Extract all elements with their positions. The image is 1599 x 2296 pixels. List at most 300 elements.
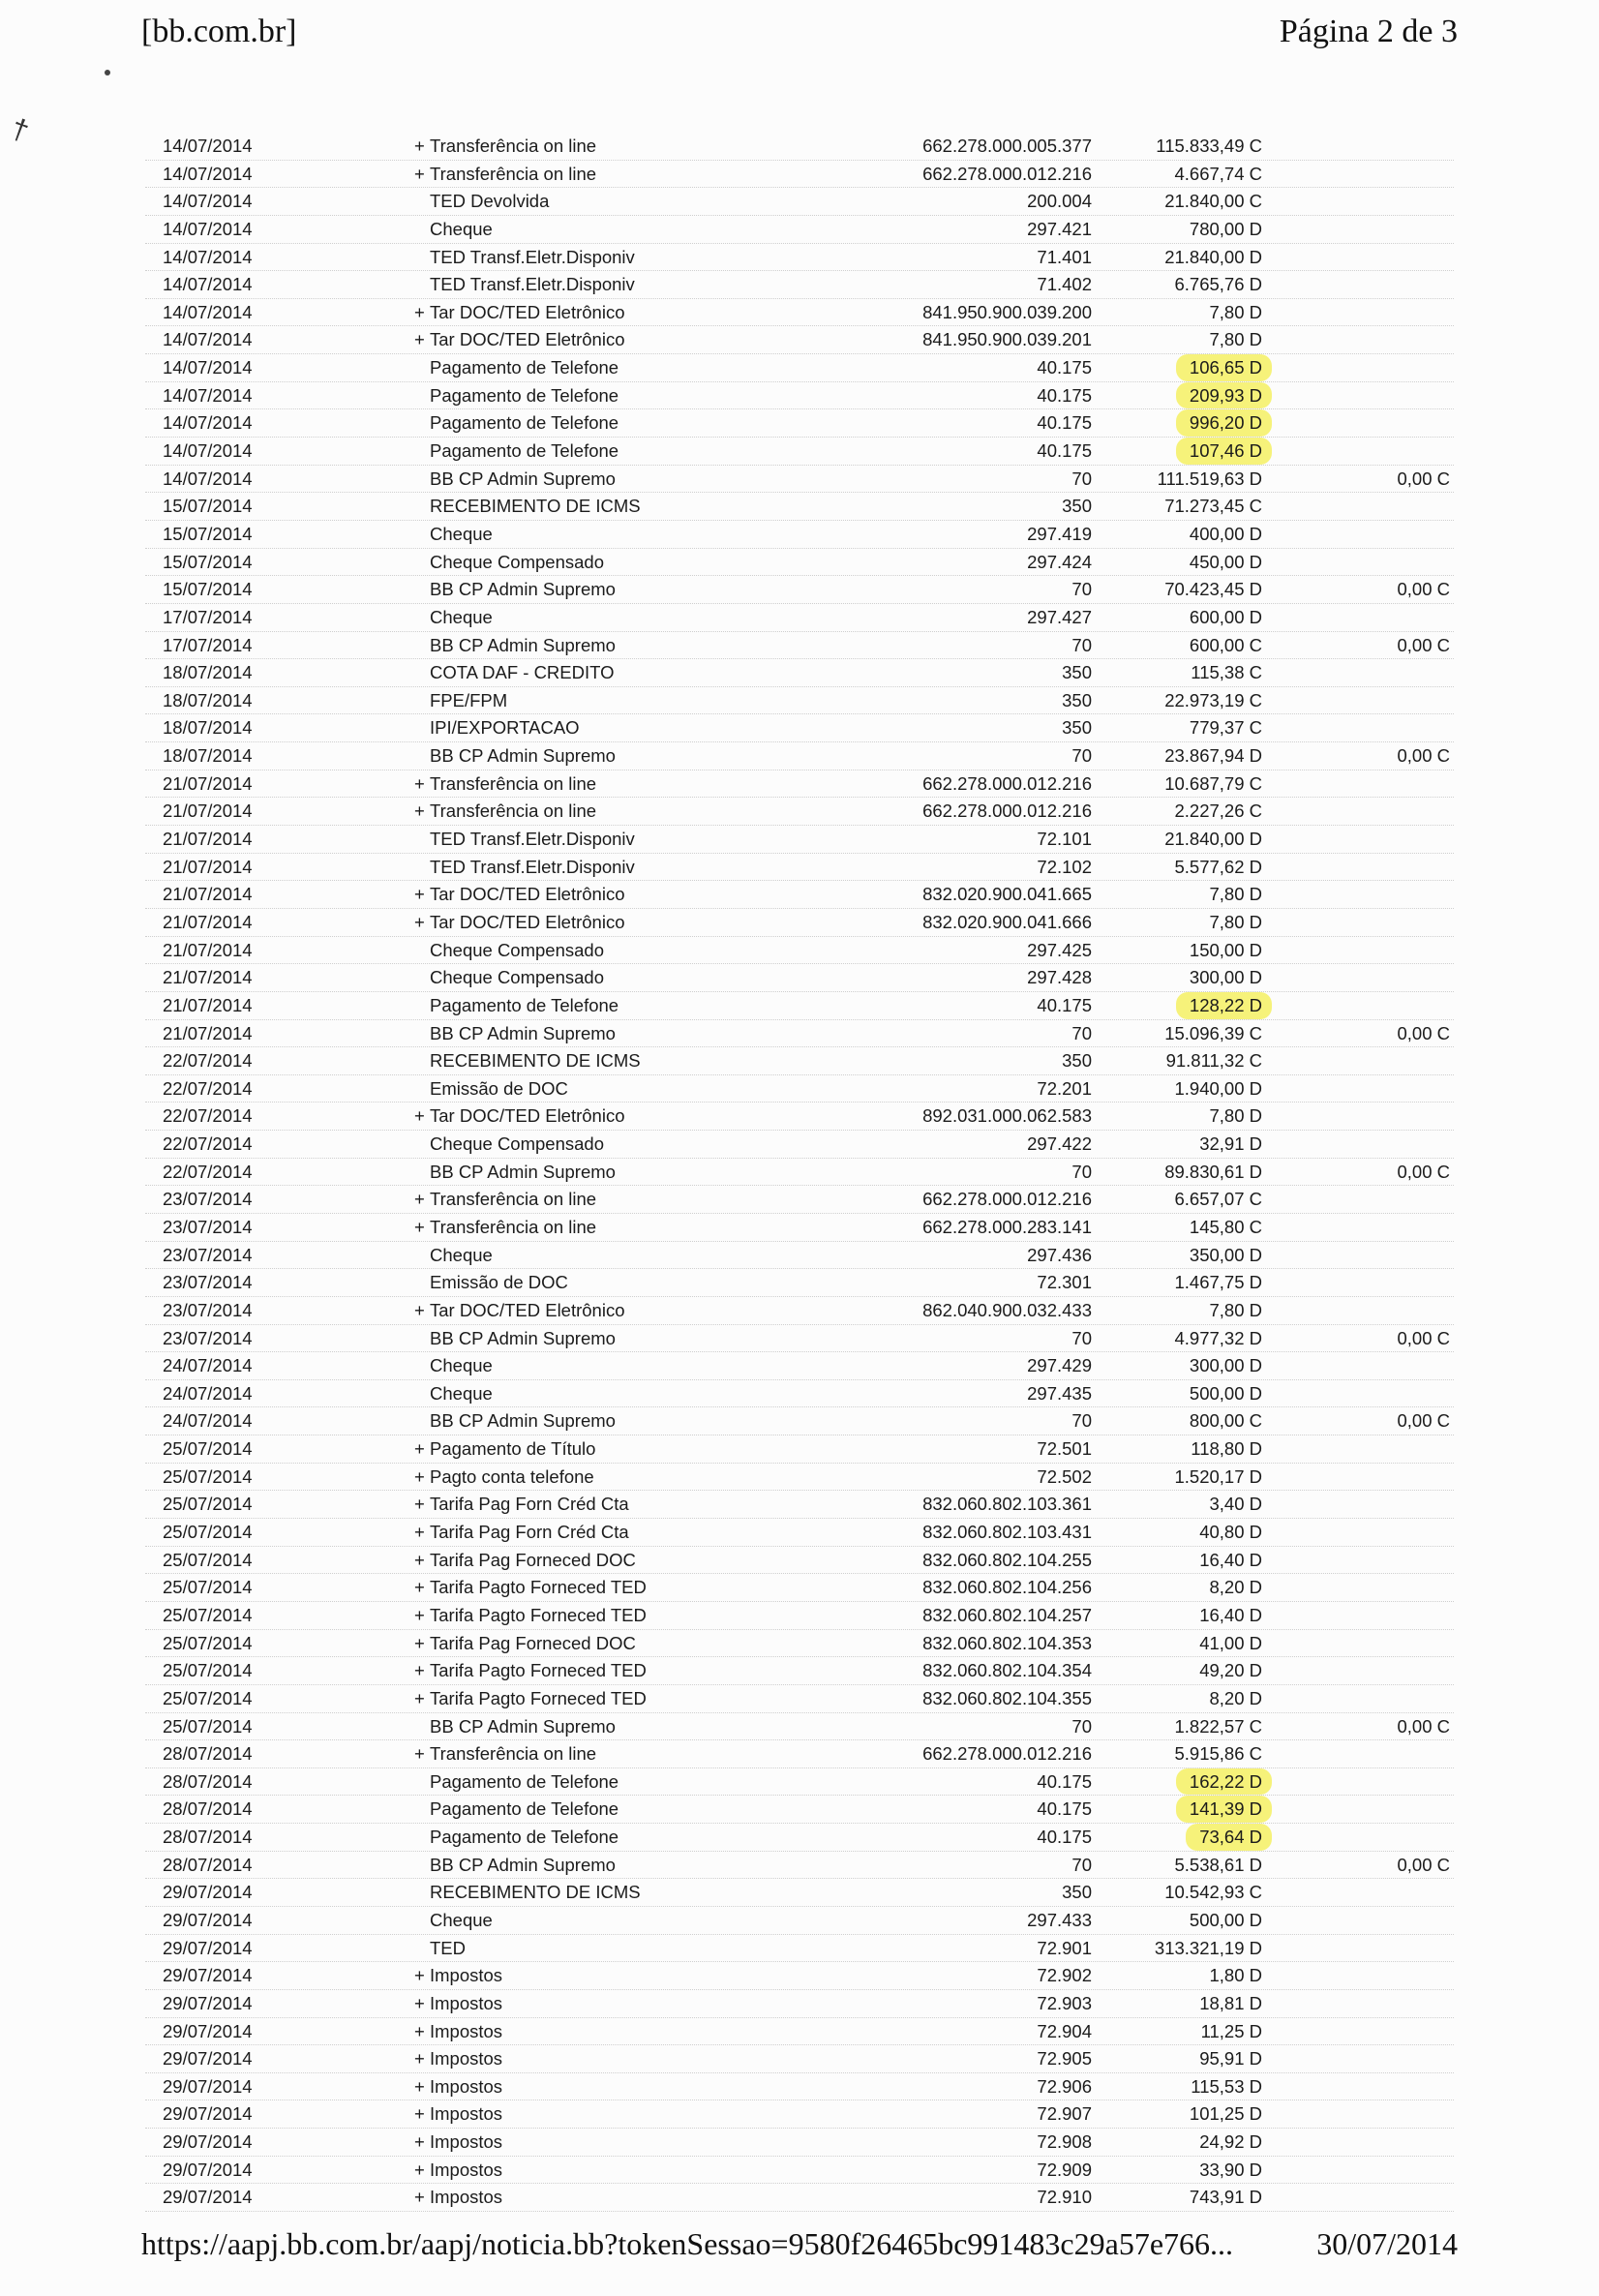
row-balance: 0,00 C bbox=[1397, 745, 1450, 767]
row-description: Transferência on line bbox=[430, 136, 597, 156]
row-date: 14/07/2014 bbox=[163, 384, 253, 406]
row-date: 21/07/2014 bbox=[163, 994, 253, 1015]
row-amount: 23.867,94 D bbox=[1164, 745, 1262, 767]
row-amount: 16,40 D bbox=[1199, 1604, 1262, 1625]
row-description: Tarifa Pag Forneced DOC bbox=[430, 1549, 636, 1570]
row-document-number: 70 bbox=[1071, 579, 1092, 600]
table-row bbox=[145, 604, 1454, 632]
row-date: 14/07/2014 bbox=[163, 274, 253, 295]
row-document-number: 72.910 bbox=[1037, 2187, 1092, 2208]
row-description: BB CP Admin Supremo bbox=[430, 1022, 616, 1043]
row-amount: 115.833,49 C bbox=[1156, 136, 1262, 156]
row-amount: 115,38 C bbox=[1191, 662, 1262, 683]
row-date: 23/07/2014 bbox=[163, 1299, 253, 1320]
row-description: Tarifa Pagto Forneced TED bbox=[430, 1687, 647, 1708]
row-document-number: 297.419 bbox=[1027, 523, 1092, 544]
row-document-number: 72.301 bbox=[1037, 1272, 1092, 1293]
row-amount: 6.765,76 D bbox=[1174, 274, 1262, 295]
table-row bbox=[145, 798, 1454, 826]
page-number: Página 2 de 3 bbox=[1279, 14, 1458, 49]
row-amount: 8,20 D bbox=[1209, 1577, 1262, 1598]
row-amount: 33,90 D bbox=[1199, 2159, 1262, 2180]
row-description: Transferência on line bbox=[430, 1743, 597, 1765]
row-plus-marker: + bbox=[414, 1687, 425, 1708]
row-balance: 0,00 C bbox=[1397, 634, 1450, 655]
row-date: 25/07/2014 bbox=[163, 1715, 253, 1737]
row-amount: 779,37 C bbox=[1189, 717, 1262, 739]
table-row bbox=[145, 1269, 1454, 1297]
table-row bbox=[145, 1574, 1454, 1602]
row-document-number: 40.175 bbox=[1037, 1770, 1092, 1792]
row-date: 28/07/2014 bbox=[163, 1770, 253, 1792]
row-date: 25/07/2014 bbox=[163, 1577, 253, 1598]
row-document-number: 350 bbox=[1062, 1882, 1092, 1903]
row-date: 22/07/2014 bbox=[163, 1161, 253, 1182]
row-plus-marker: + bbox=[414, 1549, 425, 1570]
row-document-number: 841.950.900.039.200 bbox=[922, 301, 1092, 322]
row-document-number: 350 bbox=[1062, 496, 1092, 517]
row-document-number: 72.501 bbox=[1037, 1438, 1092, 1460]
row-description: Cheque Compensado bbox=[430, 551, 604, 572]
row-document-number: 350 bbox=[1062, 662, 1092, 683]
row-amount: 141,39 D bbox=[1176, 1796, 1272, 1823]
row-date: 22/07/2014 bbox=[163, 1050, 253, 1072]
table-row bbox=[145, 2157, 1454, 2185]
row-date: 21/07/2014 bbox=[163, 772, 253, 794]
row-description: BB CP Admin Supremo bbox=[430, 1161, 616, 1182]
row-plus-marker: + bbox=[414, 2075, 425, 2097]
row-date: 25/07/2014 bbox=[163, 1438, 253, 1460]
row-description: Tar DOC/TED Eletrônico bbox=[430, 911, 625, 932]
table-row bbox=[145, 1768, 1454, 1797]
row-document-number: 70 bbox=[1071, 1410, 1092, 1432]
row-document-number: 297.433 bbox=[1027, 1910, 1092, 1930]
row-description: Impostos bbox=[430, 2103, 503, 2125]
row-amount: 7,80 D bbox=[1209, 884, 1262, 905]
row-date: 21/07/2014 bbox=[163, 1022, 253, 1043]
row-amount: 10.542,93 C bbox=[1164, 1882, 1262, 1903]
table-row bbox=[145, 1602, 1454, 1630]
row-amount: 21.840,00 D bbox=[1164, 246, 1262, 267]
row-date: 21/07/2014 bbox=[163, 939, 253, 960]
row-amount: 4.667,74 C bbox=[1174, 163, 1262, 184]
row-date: 21/07/2014 bbox=[163, 884, 253, 905]
row-date: 22/07/2014 bbox=[163, 1077, 253, 1099]
row-amount: 41,00 D bbox=[1199, 1632, 1262, 1653]
row-description: Impostos bbox=[430, 2159, 503, 2180]
row-description: Tar DOC/TED Eletrônico bbox=[430, 884, 625, 905]
row-document-number: 72.905 bbox=[1037, 2048, 1092, 2069]
row-plus-marker: + bbox=[414, 1632, 425, 1653]
row-date: 14/07/2014 bbox=[163, 329, 253, 350]
row-balance: 0,00 C bbox=[1397, 468, 1450, 489]
row-balance: 0,00 C bbox=[1397, 1022, 1450, 1043]
table-row bbox=[145, 1879, 1454, 1907]
row-description: Tarifa Pagto Forneced TED bbox=[430, 1604, 647, 1625]
table-row bbox=[145, 1852, 1454, 1880]
row-document-number: 72.901 bbox=[1037, 1937, 1092, 1958]
row-description: Tar DOC/TED Eletrônico bbox=[430, 1105, 625, 1127]
row-date: 28/07/2014 bbox=[163, 1743, 253, 1765]
row-date: 29/07/2014 bbox=[163, 2075, 253, 2097]
table-row bbox=[145, 1824, 1454, 1852]
row-date: 29/07/2014 bbox=[163, 2020, 253, 2041]
row-amount: 3,40 D bbox=[1209, 1494, 1262, 1515]
row-description: Impostos bbox=[430, 1992, 503, 2013]
table-row bbox=[145, 326, 1454, 354]
table-row bbox=[145, 1186, 1454, 1214]
row-date: 23/07/2014 bbox=[163, 1216, 253, 1237]
row-amount: 91.811,32 C bbox=[1165, 1050, 1262, 1072]
table-row bbox=[145, 1740, 1454, 1768]
row-document-number: 297.429 bbox=[1027, 1355, 1092, 1376]
footer-date: 30/07/2014 bbox=[1316, 2226, 1458, 2261]
row-plus-marker: + bbox=[414, 1216, 425, 1237]
row-document-number: 70 bbox=[1071, 1161, 1092, 1182]
row-document-number: 892.031.000.062.583 bbox=[922, 1105, 1092, 1127]
table-row bbox=[145, 576, 1454, 604]
row-description: Pagamento de Telefone bbox=[430, 384, 619, 406]
row-description: Emissão de DOC bbox=[430, 1272, 568, 1293]
row-date: 21/07/2014 bbox=[163, 801, 253, 822]
table-row bbox=[145, 770, 1454, 799]
table-row bbox=[145, 1935, 1454, 1963]
row-amount: 95,91 D bbox=[1199, 2048, 1262, 2069]
table-row bbox=[145, 2073, 1454, 2101]
row-description: Transferência on line bbox=[430, 772, 597, 794]
row-document-number: 662.278.000.012.216 bbox=[922, 163, 1092, 184]
row-date: 29/07/2014 bbox=[163, 2131, 253, 2153]
row-plus-marker: + bbox=[414, 1105, 425, 1127]
row-description: BB CP Admin Supremo bbox=[430, 634, 616, 655]
row-date: 18/07/2014 bbox=[163, 717, 253, 739]
row-date: 15/07/2014 bbox=[163, 496, 253, 517]
row-document-number: 40.175 bbox=[1037, 994, 1092, 1015]
row-amount: 500,00 D bbox=[1189, 1382, 1262, 1404]
table-row bbox=[145, 687, 1454, 715]
row-document-number: 72.908 bbox=[1037, 2131, 1092, 2153]
table-row bbox=[145, 1962, 1454, 1990]
row-plus-marker: + bbox=[414, 2020, 425, 2041]
row-amount: 5.577,62 D bbox=[1174, 856, 1262, 877]
row-balance: 0,00 C bbox=[1397, 579, 1450, 600]
row-document-number: 832.020.900.041.666 bbox=[922, 911, 1092, 932]
row-document-number: 40.175 bbox=[1037, 357, 1092, 378]
row-amount: 111.519,63 D bbox=[1157, 468, 1262, 489]
row-description: TED bbox=[430, 1937, 466, 1958]
row-plus-marker: + bbox=[414, 163, 425, 184]
table-row bbox=[145, 1242, 1454, 1270]
table-row bbox=[145, 1047, 1454, 1075]
row-description: TED Transf.Eletr.Disponiv bbox=[430, 856, 635, 877]
row-description: Tar DOC/TED Eletrônico bbox=[430, 301, 625, 322]
table-row bbox=[145, 1547, 1454, 1575]
row-date: 25/07/2014 bbox=[163, 1604, 253, 1625]
table-row bbox=[145, 1907, 1454, 1935]
table-row bbox=[145, 937, 1454, 965]
row-date: 25/07/2014 bbox=[163, 1660, 253, 1681]
row-balance: 0,00 C bbox=[1397, 1327, 1450, 1348]
row-plus-marker: + bbox=[414, 2103, 425, 2125]
row-description: Tarifa Pagto Forneced TED bbox=[430, 1577, 647, 1598]
row-amount: 106,65 D bbox=[1176, 354, 1272, 381]
row-amount: 1.940,00 D bbox=[1174, 1077, 1262, 1099]
table-row bbox=[145, 2184, 1454, 2212]
row-description: Transferência on line bbox=[430, 1189, 597, 1210]
row-date: 15/07/2014 bbox=[163, 579, 253, 600]
table-row bbox=[145, 2129, 1454, 2157]
row-plus-marker: + bbox=[414, 1438, 425, 1460]
row-amount: 5.915,86 C bbox=[1174, 1743, 1262, 1765]
row-balance: 0,00 C bbox=[1397, 1410, 1450, 1432]
row-date: 15/07/2014 bbox=[163, 551, 253, 572]
table-row bbox=[145, 659, 1454, 687]
row-date: 25/07/2014 bbox=[163, 1465, 253, 1487]
row-document-number: 70 bbox=[1071, 1327, 1092, 1348]
row-amount: 2.227,26 C bbox=[1174, 801, 1262, 822]
footer-url[interactable]: https://aapj.bb.com.br/aapj/noticia.bb?tokenSessao=9580f26465bc991483c29a57e766... bbox=[141, 2226, 1234, 2261]
table-row bbox=[145, 1519, 1454, 1547]
row-amount: 209,93 D bbox=[1176, 382, 1272, 409]
row-amount: 71.273,45 C bbox=[1164, 496, 1262, 517]
table-row bbox=[145, 299, 1454, 327]
row-document-number: 297.435 bbox=[1027, 1382, 1092, 1404]
row-date: 28/07/2014 bbox=[163, 1854, 253, 1875]
row-date: 23/07/2014 bbox=[163, 1327, 253, 1348]
row-date: 28/07/2014 bbox=[163, 1827, 253, 1848]
row-description: Tarifa Pagto Forneced TED bbox=[430, 1660, 647, 1681]
row-plus-marker: + bbox=[414, 2131, 425, 2153]
row-date: 29/07/2014 bbox=[163, 1965, 253, 1986]
row-description: Tarifa Pag Forn Créd Cta bbox=[430, 1522, 629, 1543]
row-amount: 11,25 D bbox=[1200, 2020, 1262, 2041]
row-amount: 40,80 D bbox=[1199, 1522, 1262, 1543]
row-document-number: 72.907 bbox=[1037, 2103, 1092, 2125]
row-document-number: 350 bbox=[1062, 717, 1092, 739]
row-amount: 89.830,61 D bbox=[1164, 1161, 1262, 1182]
row-plus-marker: + bbox=[414, 2187, 425, 2208]
row-date: 24/07/2014 bbox=[163, 1382, 253, 1404]
row-amount: 7,80 D bbox=[1209, 911, 1262, 932]
row-plus-marker: + bbox=[414, 801, 425, 822]
row-date: 14/07/2014 bbox=[163, 163, 253, 184]
row-amount: 743,91 D bbox=[1189, 2187, 1262, 2208]
row-description: BB CP Admin Supremo bbox=[430, 579, 616, 600]
table-row bbox=[145, 1990, 1454, 2018]
row-amount: 780,00 D bbox=[1189, 218, 1262, 239]
row-date: 14/07/2014 bbox=[163, 191, 253, 212]
row-description: Cheque bbox=[430, 1355, 493, 1376]
table-row bbox=[145, 1435, 1454, 1464]
pen-mark-icon: † bbox=[7, 112, 33, 148]
row-amount: 450,00 D bbox=[1189, 551, 1262, 572]
row-date: 14/07/2014 bbox=[163, 357, 253, 378]
table-row bbox=[145, 1630, 1454, 1658]
row-amount: 1.467,75 D bbox=[1174, 1272, 1262, 1293]
row-description: Pagamento de Telefone bbox=[430, 412, 619, 434]
row-description: Cheque bbox=[430, 606, 493, 627]
row-document-number: 40.175 bbox=[1037, 1798, 1092, 1820]
row-description: Tarifa Pag Forneced DOC bbox=[430, 1632, 636, 1653]
row-document-number: 72.102 bbox=[1037, 856, 1092, 877]
row-description: Cheque bbox=[430, 218, 493, 239]
row-description: COTA DAF - CREDITO bbox=[430, 662, 615, 683]
row-document-number: 72.906 bbox=[1037, 2075, 1092, 2097]
table-row bbox=[145, 992, 1454, 1020]
row-document-number: 40.175 bbox=[1037, 440, 1092, 462]
row-document-number: 297.421 bbox=[1027, 218, 1092, 239]
table-row bbox=[145, 881, 1454, 909]
row-document-number: 70 bbox=[1071, 1022, 1092, 1043]
row-description: Pagamento de Título bbox=[430, 1438, 596, 1460]
row-plus-marker: + bbox=[414, 329, 425, 350]
row-date: 15/07/2014 bbox=[163, 523, 253, 544]
row-document-number: 832.060.802.104.255 bbox=[922, 1549, 1092, 1570]
table-row bbox=[145, 1325, 1454, 1353]
table-row bbox=[145, 742, 1454, 770]
table-row bbox=[145, 409, 1454, 438]
row-balance: 0,00 C bbox=[1397, 1161, 1450, 1182]
row-description: Cheque bbox=[430, 1382, 493, 1404]
row-description: Cheque Compensado bbox=[430, 1133, 604, 1155]
row-amount: 5.538,61 D bbox=[1174, 1854, 1262, 1875]
table-row bbox=[145, 1685, 1454, 1713]
row-document-number: 72.902 bbox=[1037, 1965, 1092, 1986]
row-document-number: 832.060.802.104.353 bbox=[922, 1632, 1092, 1653]
row-description: BB CP Admin Supremo bbox=[430, 1327, 616, 1348]
row-plus-marker: + bbox=[414, 1604, 425, 1625]
table-row bbox=[145, 382, 1454, 410]
row-date: 23/07/2014 bbox=[163, 1272, 253, 1293]
row-description: Impostos bbox=[430, 2075, 503, 2097]
row-document-number: 832.060.802.103.431 bbox=[922, 1522, 1092, 1543]
row-amount: 22.973,19 C bbox=[1164, 689, 1262, 710]
row-date: 18/07/2014 bbox=[163, 662, 253, 683]
row-document-number: 832.060.802.104.256 bbox=[922, 1577, 1092, 1598]
table-row bbox=[145, 964, 1454, 992]
row-date: 29/07/2014 bbox=[163, 2159, 253, 2180]
table-row bbox=[145, 2045, 1454, 2073]
row-description: BB CP Admin Supremo bbox=[430, 1854, 616, 1875]
row-document-number: 662.278.000.283.141 bbox=[922, 1216, 1092, 1237]
row-document-number: 841.950.900.039.201 bbox=[922, 329, 1092, 350]
row-document-number: 71.402 bbox=[1037, 274, 1092, 295]
row-date: 29/07/2014 bbox=[163, 1910, 253, 1930]
row-document-number: 72.909 bbox=[1037, 2159, 1092, 2180]
row-amount: 600,00 D bbox=[1189, 606, 1262, 627]
row-description: Impostos bbox=[430, 2048, 503, 2069]
table-row bbox=[145, 466, 1454, 494]
row-description: Tar DOC/TED Eletrônico bbox=[430, 329, 625, 350]
row-amount: 73,64 D bbox=[1186, 1824, 1272, 1851]
row-description: TED Transf.Eletr.Disponiv bbox=[430, 246, 635, 267]
row-plus-marker: + bbox=[414, 1465, 425, 1487]
row-description: Pagamento de Telefone bbox=[430, 1770, 619, 1792]
row-date: 14/07/2014 bbox=[163, 218, 253, 239]
row-plus-marker: + bbox=[414, 1992, 425, 2013]
row-date: 29/07/2014 bbox=[163, 2103, 253, 2125]
row-document-number: 70 bbox=[1071, 745, 1092, 767]
row-plus-marker: + bbox=[414, 884, 425, 905]
table-row bbox=[145, 1352, 1454, 1380]
row-amount: 313.321,19 D bbox=[1154, 1937, 1262, 1958]
row-description: RECEBIMENTO DE ICMS bbox=[430, 1882, 641, 1903]
table-row bbox=[145, 1020, 1454, 1048]
row-description: Pagamento de Telefone bbox=[430, 1798, 619, 1820]
row-document-number: 40.175 bbox=[1037, 1827, 1092, 1848]
row-amount: 7,80 D bbox=[1209, 1105, 1262, 1127]
row-amount: 800,00 C bbox=[1189, 1410, 1262, 1432]
row-document-number: 72.903 bbox=[1037, 1992, 1092, 2013]
row-plus-marker: + bbox=[414, 136, 425, 156]
table-row bbox=[145, 161, 1454, 189]
row-plus-marker: + bbox=[414, 1965, 425, 1986]
row-date: 25/07/2014 bbox=[163, 1687, 253, 1708]
row-description: BB CP Admin Supremo bbox=[430, 468, 616, 489]
row-description: Pagto conta telefone bbox=[430, 1465, 594, 1487]
row-date: 29/07/2014 bbox=[163, 2048, 253, 2069]
row-plus-marker: + bbox=[414, 772, 425, 794]
table-row bbox=[145, 909, 1454, 937]
row-plus-marker: + bbox=[414, 911, 425, 932]
table-row bbox=[145, 2100, 1454, 2129]
row-amount: 118,80 D bbox=[1191, 1438, 1262, 1460]
row-plus-marker: + bbox=[414, 1577, 425, 1598]
row-description: Pagamento de Telefone bbox=[430, 994, 619, 1015]
table-row bbox=[145, 632, 1454, 660]
row-description: BB CP Admin Supremo bbox=[430, 1715, 616, 1737]
row-description: Emissão de DOC bbox=[430, 1077, 568, 1099]
row-amount: 7,80 D bbox=[1209, 329, 1262, 350]
row-plus-marker: + bbox=[414, 301, 425, 322]
row-date: 29/07/2014 bbox=[163, 1937, 253, 1958]
table-row bbox=[145, 1796, 1454, 1824]
row-description: Cheque Compensado bbox=[430, 939, 604, 960]
row-balance: 0,00 C bbox=[1397, 1854, 1450, 1875]
row-document-number: 662.278.000.012.216 bbox=[922, 772, 1092, 794]
row-date: 29/07/2014 bbox=[163, 1992, 253, 2013]
row-date: 14/07/2014 bbox=[163, 246, 253, 267]
row-document-number: 297.428 bbox=[1027, 967, 1092, 988]
table-row bbox=[145, 1297, 1454, 1325]
row-document-number: 662.278.000.005.377 bbox=[922, 136, 1092, 156]
row-date: 25/07/2014 bbox=[163, 1549, 253, 1570]
row-plus-marker: + bbox=[414, 2048, 425, 2069]
row-date: 29/07/2014 bbox=[163, 2187, 253, 2208]
row-document-number: 72.201 bbox=[1037, 1077, 1092, 1099]
table-row bbox=[145, 2018, 1454, 2046]
table-row bbox=[145, 854, 1454, 882]
row-date: 17/07/2014 bbox=[163, 606, 253, 627]
row-description: Cheque bbox=[430, 1244, 493, 1265]
row-plus-marker: + bbox=[414, 1494, 425, 1515]
row-document-number: 70 bbox=[1071, 468, 1092, 489]
table-row bbox=[145, 1407, 1454, 1435]
row-amount: 1,80 D bbox=[1209, 1965, 1262, 1986]
row-date: 14/07/2014 bbox=[163, 468, 253, 489]
row-amount: 7,80 D bbox=[1209, 1299, 1262, 1320]
row-description: Cheque bbox=[430, 523, 493, 544]
row-date: 29/07/2014 bbox=[163, 1882, 253, 1903]
row-amount: 1.520,17 D bbox=[1174, 1465, 1262, 1487]
row-amount: 4.977,32 D bbox=[1174, 1327, 1262, 1348]
row-amount: 400,00 D bbox=[1189, 523, 1262, 544]
row-document-number: 297.427 bbox=[1027, 606, 1092, 627]
row-amount: 150,00 D bbox=[1189, 939, 1262, 960]
row-date: 14/07/2014 bbox=[163, 412, 253, 434]
table-row bbox=[145, 244, 1454, 272]
row-date: 18/07/2014 bbox=[163, 745, 253, 767]
